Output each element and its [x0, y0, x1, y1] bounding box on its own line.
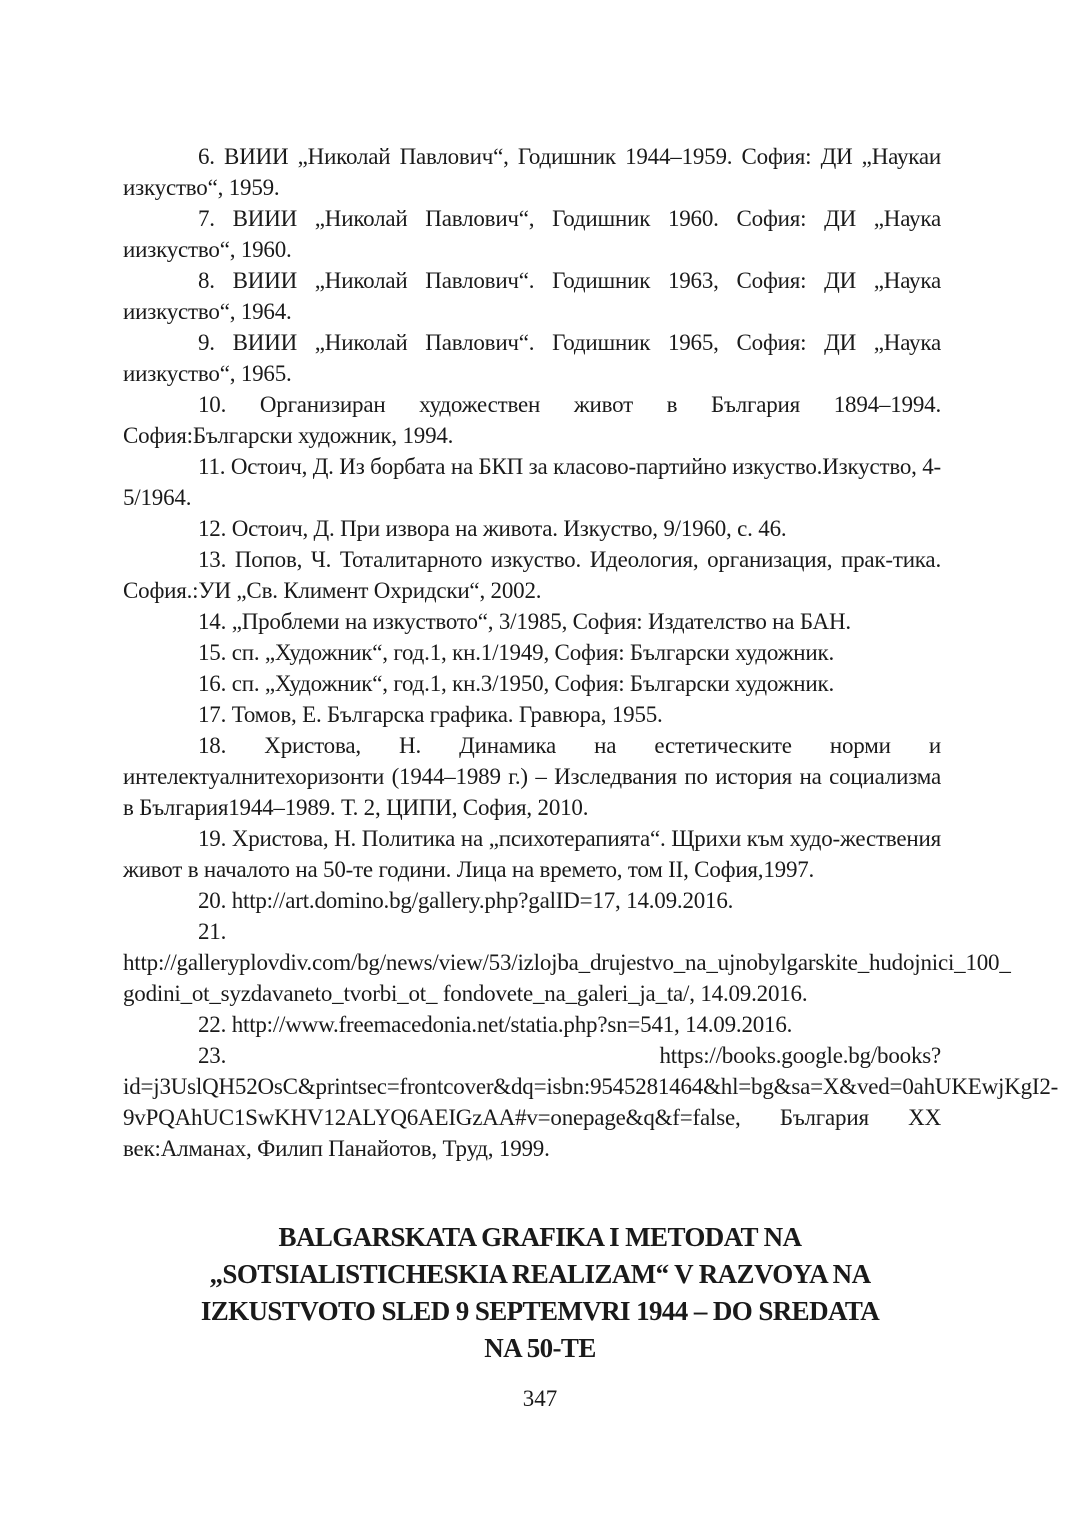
reference-line: 10. Организиран художествен живот в България 1894–1994. София: — [123, 392, 941, 448]
reference-entry — [123, 389, 941, 451]
reference-line: 7. ВИИИ „Николай Павлович“, Годишник 1960. София: ДИ „Наука и — [123, 206, 941, 262]
reference-entry — [123, 730, 941, 823]
reference-line: 20. http://art.domino.bg/gallery.php?galID=17, 14.09.2016. — [198, 888, 734, 913]
reference-entry — [123, 327, 941, 389]
page-number: 347 — [522, 1386, 558, 1411]
reference-line: Алманах, Филип Панайотов, Труд, 1999. — [160, 1136, 550, 1161]
reference-entry — [123, 606, 941, 637]
reference-entry — [123, 637, 941, 668]
reference-entry — [123, 265, 941, 327]
reference-line: 21. http://galleryplovdiv.com/bg/news/view/53/izlojba_drujestvo_na_ — [123, 919, 718, 975]
heading-line-3: IZKUSTVOTO SLED 9 SEPTEMVRI 1944 – DO SREDATA — [200, 1296, 880, 1326]
reference-line: 13. Попов, Ч. Тоталитарното изкуство. Идеология, организация, прак- — [198, 547, 893, 572]
reference-line: 15. сп. „Художник“, год.1, кн.1/1949, София: Български художник. — [198, 640, 835, 665]
reference-entry — [123, 451, 941, 513]
reference-line: 19. Христова, Н. Политика на „психотерапията“. Щрихи към худо- — [198, 826, 841, 851]
reference-entry — [123, 823, 941, 885]
heading-line-4: NA 50-TE — [484, 1333, 596, 1363]
reference-line: 8. ВИИИ „Николай Павлович“. Годишник 1963, София: ДИ „Наука и — [123, 268, 941, 324]
reference-line: изкуство“, 1964. — [135, 299, 292, 324]
reference-line: хоризонти (1944–1989 г.) – Изследвания по история на социализма в България — [123, 764, 941, 820]
heading-line-2: „SOTSIALISTICHESKIA REALIZAM“ V RAZVOYA NA — [209, 1259, 871, 1289]
reference-line: ver&dq=isbn:9545281464&hl=bg&sa=X&ved=0ahUKEwjKgI2-9vPQAh — [123, 1074, 1059, 1130]
reference-entry — [123, 544, 941, 606]
heading-line-1: BALGARSKATA GRAFIKA I METODAT NA — [278, 1222, 802, 1252]
reference-line: 1997. — [763, 857, 815, 882]
reference-entry — [123, 1040, 1059, 1164]
reference-line: изкуство“, 1965. — [135, 361, 292, 386]
reference-line: 9. ВИИИ „Николай Павлович“. Годишник 1965, София: ДИ „Наука и — [123, 330, 941, 386]
reference-entry — [123, 699, 941, 730]
reference-entry — [123, 513, 941, 544]
reference-entry — [123, 1009, 941, 1040]
reference-entry — [123, 668, 941, 699]
reference-line: 22. http://www.freemacedonia.net/statia.php?sn=541, 14.09.2016. — [198, 1012, 793, 1037]
reference-line: Български художник, 1994. — [192, 423, 454, 448]
reference-line: и изкуство“, 1959. — [123, 144, 941, 200]
reference-line: 11. Остоич, Д. Из борбата на БКП за класово-партийно изкуство. — [198, 454, 823, 479]
reference-entry — [123, 203, 941, 265]
reference-line: 6. ВИИИ „Николай Павлович“, Годишник 1944–1959. София: ДИ „Наука — [198, 144, 929, 169]
reference-line: изкуство“, 1960. — [135, 237, 292, 262]
reference-line: ujnobylgarskite_hudojnici_100_ godini_ot_syzdavaneto_tvorbi_ot_ fondovete — [123, 950, 1011, 1006]
section-heading — [110, 1219, 970, 1367]
reference-line: 18. Христова, Н. Динамика на естетическите норми и интелектуалните — [123, 733, 941, 789]
reference-line: 12. Остоич, Д. При извора на живота. Изкуство, 9/1960, с. 46. — [198, 516, 787, 541]
reference-line: 17. Томов, Е. Българска графика. Гравюра, 1955. — [198, 702, 663, 727]
reference-line: 16. сп. „Художник“, год.1, кн.3/1950, София: Български художник. — [198, 671, 835, 696]
reference-list — [123, 141, 1059, 1164]
reference-line: 1944–1989. Т. 2, ЦИПИ, София, 2010. — [228, 795, 589, 820]
reference-line: 14. „Проблеми на изкуството“, 3/1985, София: Издателство на БАН. — [198, 609, 851, 634]
reference-entry — [123, 916, 1011, 1009]
reference-line: Изкуство, 4-5/1964. — [123, 454, 942, 510]
reference-line: тика. София.:УИ „Св. Климент Охридски“, 2002. — [123, 547, 941, 603]
reference-entry — [123, 885, 941, 916]
reference-line: _na_galeri_ja_ta/, 14.09.2016. — [533, 981, 808, 1006]
reference-entry — [123, 141, 941, 203]
reference-line: 23. https://books.google.bg/books?id=j3UslQH52OsC&printsec=frontco — [123, 1043, 941, 1099]
reference-line: жествения живот в началото на 50-те години. Лица на времето, том II, София, — [123, 826, 941, 882]
reference-line: UC1SwKHV12ALYQ6AEIGzAA#v=onepage&q&f=false, България XX век: — [123, 1105, 941, 1161]
